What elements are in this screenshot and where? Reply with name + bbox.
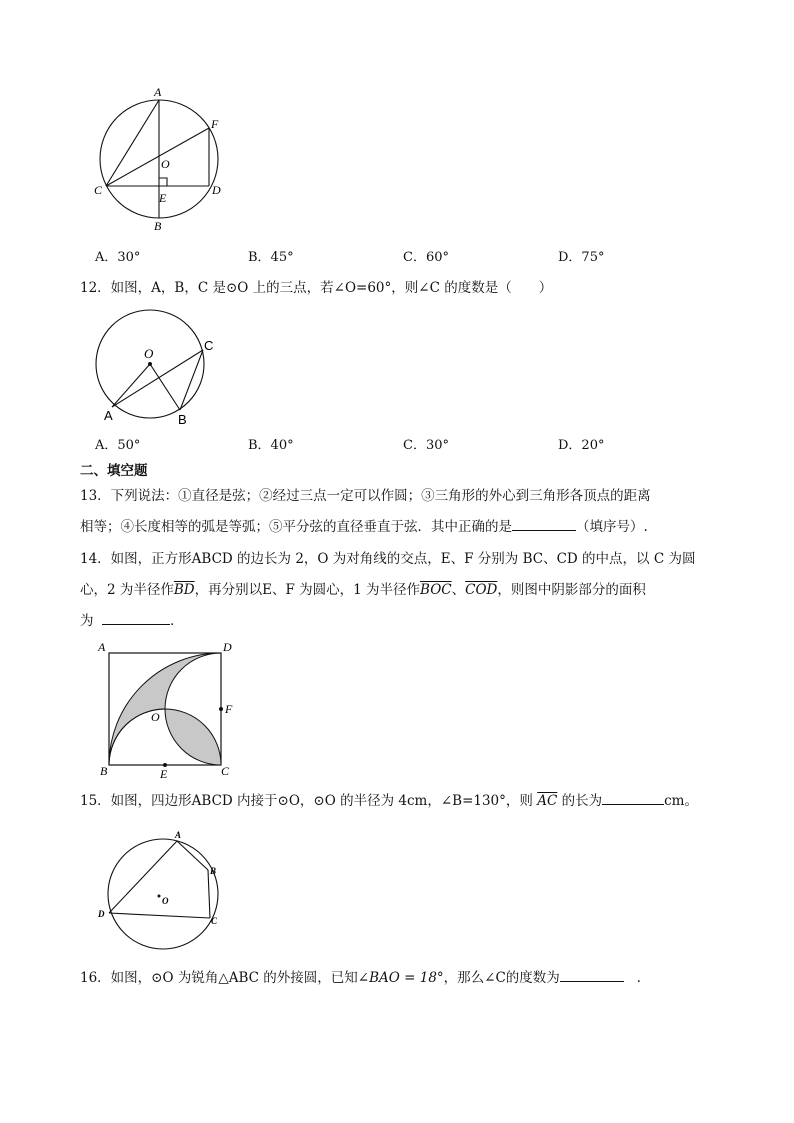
q11-label-o: O xyxy=(161,157,170,171)
q13-answer-blank[interactable] xyxy=(512,516,576,531)
q13-line2-text: 相等；④长度相等的弧是等弧；⑤平分弦的直径垂直于弦．其中正确的是 xyxy=(80,519,512,535)
q12-label-a: A xyxy=(104,408,113,423)
q14-answer-blank[interactable] xyxy=(102,610,170,625)
q12-label-c: C xyxy=(204,338,214,353)
q15-label-a: A xyxy=(175,830,182,840)
q13-line2 xyxy=(80,516,648,537)
q11-label-a: A xyxy=(154,85,162,99)
q14-label-d: D xyxy=(223,640,232,654)
q14-arc-cod: $\overline{COD}$ xyxy=(465,582,498,598)
q11-option-c: C．60° xyxy=(403,250,449,265)
q12-stem: 12．如图，A，B，C 是⊙O 上的三点，若∠O=60°，则∠C 的度数是（ ） xyxy=(80,280,553,296)
q14-line1: 14．如图，正方形ABCD 的边长为 2，O 为对角线的交点，E、F 分别为 BC、CD 的中点，以 C 为圆 xyxy=(80,551,696,567)
q14-line3 xyxy=(80,610,184,631)
q11-option-d: D．75° xyxy=(558,250,605,265)
q14-label-a: A xyxy=(98,640,106,654)
q15-label-c: C xyxy=(211,916,218,926)
q15-label-b: B xyxy=(210,866,217,876)
q11-label-d: D xyxy=(212,183,221,197)
q15-answer-blank[interactable] xyxy=(602,790,664,805)
q12-option-d: D．20° xyxy=(558,438,605,453)
q14-line2-a: 心，2 为半径作 xyxy=(80,582,174,598)
q15-text-b: 的长为 xyxy=(561,793,603,809)
q15-figure xyxy=(95,826,230,954)
q14-label-b: B xyxy=(100,764,108,778)
q14-label-e: E xyxy=(160,767,168,780)
q11-figure xyxy=(90,82,230,234)
q12-option-a: A．50° xyxy=(95,438,141,453)
q16-end: ． xyxy=(636,970,651,986)
q14-figure xyxy=(94,638,244,780)
q12-label-o: O xyxy=(144,346,154,361)
q11-option-a: A．30° xyxy=(95,250,141,265)
q14-line3-a: 为 xyxy=(80,613,94,629)
q14-line3-b: ． xyxy=(170,613,184,629)
q16-formula: ∠BAO = 18° xyxy=(357,970,444,986)
q16-text-b: ，那么∠C的度数为 xyxy=(443,970,560,986)
q14-line2-b: ，再分别以E、F 为圆心，1 为半径作 xyxy=(194,582,421,598)
q14-line2-c: ，则图中阴影部分的面积 xyxy=(497,582,646,598)
q13-line1: 13．下列说法：①直径是弦；②经过三点一定可以作圆；③三角形的外心到三角形各顶点的距离 xyxy=(80,488,651,504)
q14-sep: 、 xyxy=(451,582,466,598)
q15-label-o: O xyxy=(162,896,169,906)
q16-answer-blank[interactable] xyxy=(560,967,624,982)
q15-text-a: 15．如图，四边形ABCD 内接于⊙O，⊙O 的半径为 4cm，∠B=130°，则 xyxy=(80,793,533,809)
q14-line2 xyxy=(80,580,646,600)
q14-arc-bd: $\overline{BD}$ xyxy=(173,582,195,598)
q14-label-c: C xyxy=(221,764,230,778)
q12-option-c: C．30° xyxy=(403,438,449,453)
q12-label-b: B xyxy=(178,412,187,427)
q16-stem xyxy=(80,967,650,988)
q11-label-e: E xyxy=(159,191,167,205)
q11-label-f: F xyxy=(211,117,219,131)
q13-line2-end: （填序号）. xyxy=(576,519,648,535)
q12-option-b: B．40° xyxy=(248,438,294,453)
q15-unit: cm。 xyxy=(664,793,698,809)
q12-figure xyxy=(90,306,220,431)
q15-arc-ac: $\overline{AC}$ xyxy=(537,793,558,809)
q11-label-c: C xyxy=(94,183,103,197)
q14-arc-boc: $\overline{BOC}$ xyxy=(420,582,452,598)
q11-option-b: B．45° xyxy=(248,250,294,265)
section-heading: 二、填空题 xyxy=(80,463,148,479)
q16-text-a: 16．如图，⊙O 为锐角△ABC 的外接圆，已知 xyxy=(80,970,358,986)
q15-label-d: D xyxy=(98,909,105,919)
q11-label-b: B xyxy=(154,219,162,233)
q14-label-o: O xyxy=(151,710,160,724)
q15-stem xyxy=(80,790,698,811)
q14-label-f: F xyxy=(225,702,233,716)
